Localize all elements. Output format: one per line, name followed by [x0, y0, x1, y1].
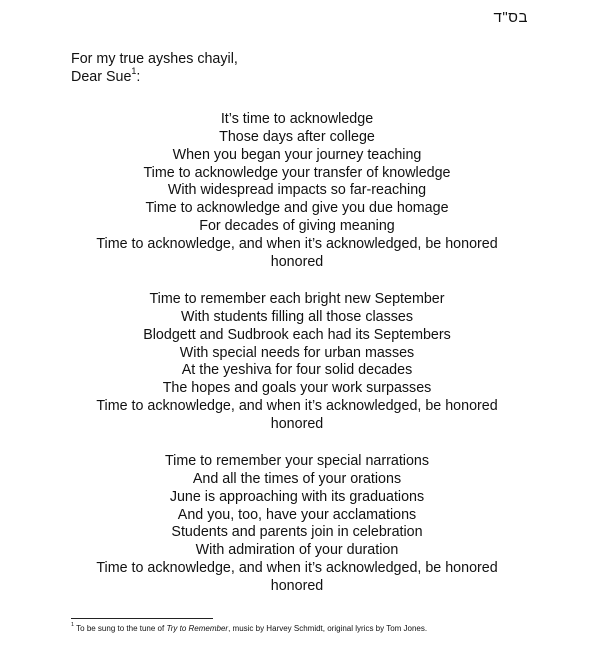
poem-line: honored: [270, 253, 324, 270]
poem-line: June is approaching with its graduations: [169, 488, 425, 505]
dedication-line: For my true ayshes chayil,: [71, 51, 238, 67]
poem-line: When you began your journey teaching: [172, 146, 422, 163]
poem-line: Time to acknowledge, and when it’s acknowledged, be honored: [96, 398, 498, 415]
poem-line: And all the times of your orations: [192, 470, 402, 487]
poem-line: Time to acknowledge, and when it’s acknowledged, be honored: [96, 235, 498, 252]
footnote-reference: 1: [131, 66, 137, 77]
poem-line: It’s time to acknowledge: [220, 111, 374, 127]
poem-line: And you, too, have your acclamations: [177, 506, 417, 523]
poem-line: Those days after college: [219, 128, 375, 145]
greeting-colon: :: [136, 69, 141, 85]
poem-line: Time to acknowledge your transfer of knowledge: [143, 164, 451, 181]
footnote: [71, 624, 427, 634]
greeting-name: Dear Sue: [71, 69, 132, 85]
poem-line: The hopes and goals your work surpasses: [162, 380, 432, 397]
poem-line: Time to remember each bright new September: [149, 291, 445, 307]
stanza-3: [0, 453, 594, 596]
poem-line: For decades of giving meaning: [199, 218, 395, 235]
footnote-song-title: Try to Remember: [166, 624, 229, 633]
poem-line: Students and parents join in celebration: [171, 524, 423, 541]
greeting-line: [71, 68, 238, 86]
footnote-divider: [71, 618, 213, 619]
stanza-2: [0, 291, 594, 434]
footnote-marker: 1: [71, 622, 75, 629]
poem-line: With students filling all those classes: [180, 308, 414, 325]
poem-line: With admiration of your duration: [195, 542, 399, 559]
poem-line: honored: [270, 415, 324, 432]
poem-line: Blodgett and Sudbrook each had its Septembers: [143, 326, 451, 343]
hebrew-header-mark: בס"ד: [493, 9, 528, 26]
poem-line: Time to remember your special narrations: [164, 453, 430, 469]
footnote-text-before: To be sung to the tune of: [74, 624, 167, 633]
stanza-1: [0, 111, 594, 272]
poem-line: With special needs for urban masses: [179, 344, 415, 361]
poem-line: Time to acknowledge, and when it’s acknowledged, be honored: [96, 560, 498, 577]
poem-line: Time to acknowledge and give you due homage: [145, 200, 449, 217]
salutation: [71, 50, 238, 86]
footnote-text-after: , music by Harvey Schmidt, original lyrics by Tom Jones.: [228, 624, 428, 633]
poem-line: At the yeshiva for four solid decades: [181, 362, 413, 379]
poem-line: With widespread impacts so far-reaching: [167, 182, 427, 199]
poem-line: honored: [270, 577, 324, 594]
